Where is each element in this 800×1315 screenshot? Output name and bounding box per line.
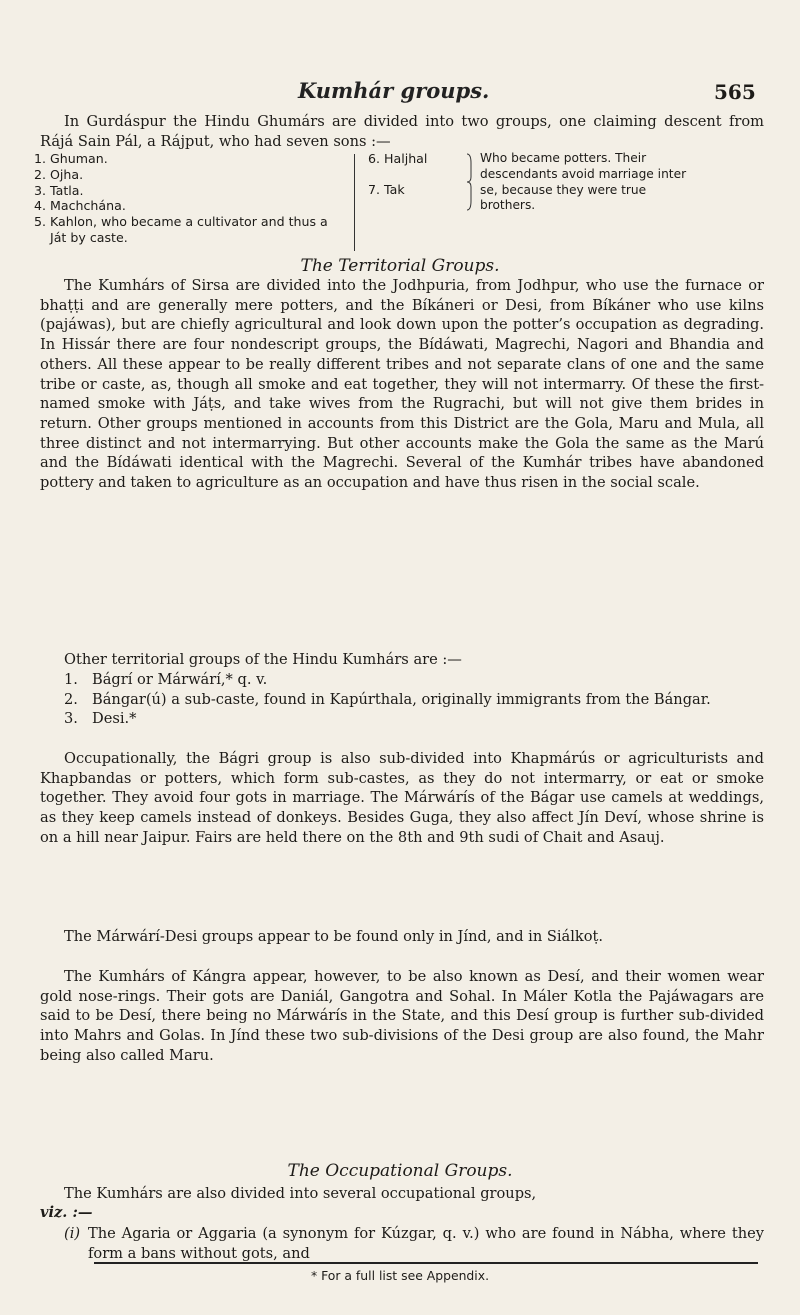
intro-paragraph: In Gurdáspur the Hindu Ghumárs are divided into two groups, one claiming descent from Rájá Sain Pál, a Rájput, who had seven sons :—	[40, 113, 764, 150]
list-number: 3.	[64, 710, 78, 728]
list-text: Bágrí or Márwárí,* q. v.	[92, 671, 268, 688]
brace-icon	[466, 153, 472, 211]
list-item	[40, 670, 764, 690]
list-item: 5. Kahlon, who became a cultivator and thus a Ját by caste.	[34, 214, 328, 245]
paragraph-bagri: Occupationally, the Bágri group is also sub-divided into Khapmárús or agriculturists and Khapbandas or potters, which form sub-castes, as they do not intermarry, or eat or smoke together. They avoid four gots in marriage. The Márwárís of the Bágar use camels at weddings, as they keep camels instead of donkeys. Besides Guga, they also affect Jín Deví, whose shrine is on a hill near Jaipur. Fairs are held there on the 8th and 9th sudi of Chait and Asauj.	[40, 750, 764, 846]
sons-list-left	[34, 151, 346, 246]
running-title: Kumhár groups.	[298, 78, 490, 103]
footnote-rule	[94, 1262, 758, 1264]
paragraph-other-groups: Other territorial groups of the Hindu Kumhárs are :—	[64, 651, 462, 668]
sons-list	[34, 151, 764, 251]
brace-note: Who became potters. Their descendants avoid marriage inter se, because they were true brothers.	[480, 151, 687, 213]
list-item: 7. Tak	[368, 182, 405, 197]
list-number: 1.	[64, 671, 78, 688]
list-item: 1. Ghuman.	[34, 151, 108, 166]
list-number: 2.	[64, 690, 78, 708]
list-item	[40, 690, 764, 710]
running-head	[0, 78, 800, 108]
column-divider	[354, 154, 355, 251]
page-number: 565	[714, 80, 756, 104]
list-item	[40, 709, 764, 729]
paragraph-kangra: The Kumhárs of Kángra appear, however, to be also known as Desí, and their women wear gold nose-rings. Their gots are Daniál, Gangotra and Sohal. In Máler Kotla the Pajáwagars are said to be Desí, there being no Márwárís in the State, and this Desí group is further sub-divided into Mahrs and Golas. In Jínd these two sub-divisions of the Desi group are also found, the Mahr being also called Maru.	[40, 968, 764, 1064]
list-item: 4. Machchána.	[34, 198, 126, 214]
list-number: (i)	[64, 1225, 81, 1242]
list-item	[40, 1224, 764, 1263]
footnote: * For a full list see Appendix.	[310, 1268, 490, 1283]
viz-label: viz. :—	[40, 1204, 93, 1221]
paragraph-sirsa: The Kumhárs of Sirsa are divided into the Jodhpuria, from Jodhpur, who use the furnace or bhaṭṭi and are generally mere potters, and the Bíkáneri or Desi, from Bíkáner who use kilns (pajáwas), but are chiefly agricultural and look down upon the potter’s occupation as degrading. In Hissár there are four nondescript groups, the Bídáwati, Magrechi, Nagori and Bhandia and others. All these appear to be really different tribes and not separate clans of one and the same tribe or caste, as, though all smoke and eat together, they will not intermarry. Of these the first-named smoke with Jáṭs, and take wives from the Rugrachi, but will not give them brides in return. Other groups mentioned in accounts from this District are the Gola, Maru and Mula, all three distinct and not intermarrying. But other accounts make the Gola the same as the Marú and the Bídáwati identical with the Magrechi. Several of the Kumhár tribes have abandoned pottery and taken to agriculture as an occupation and have thus risen in the social scale.	[40, 277, 764, 492]
section-heading-territorial: The Territorial Groups.	[300, 256, 500, 276]
list-item: 2. Ojha.	[34, 166, 84, 182]
list-text: Bángar(ú) a sub-caste, found in Kapúrthala, originally immigrants from the Bángar.	[92, 690, 711, 708]
list-item: 3. Tatla.	[34, 182, 84, 198]
list-text: Desi.*	[92, 710, 137, 728]
territorial-list	[40, 670, 764, 729]
list-item: 6. Haljhal	[368, 151, 428, 166]
list-text: The Agaria or Aggaria (a synonym for Kúzgar, q. v.) who are found in Nábha, where they form a bans without gots, and	[88, 1225, 764, 1262]
section-heading-occupational: The Occupational Groups.	[287, 1161, 513, 1181]
paragraph-occupational: The Kumhárs are also divided into several occupational groups,	[64, 1185, 537, 1202]
paragraph-marwari-desi: The Márwárí-Desi groups appear to be found only in Jínd, and in Siálkoṭ.	[64, 928, 604, 945]
